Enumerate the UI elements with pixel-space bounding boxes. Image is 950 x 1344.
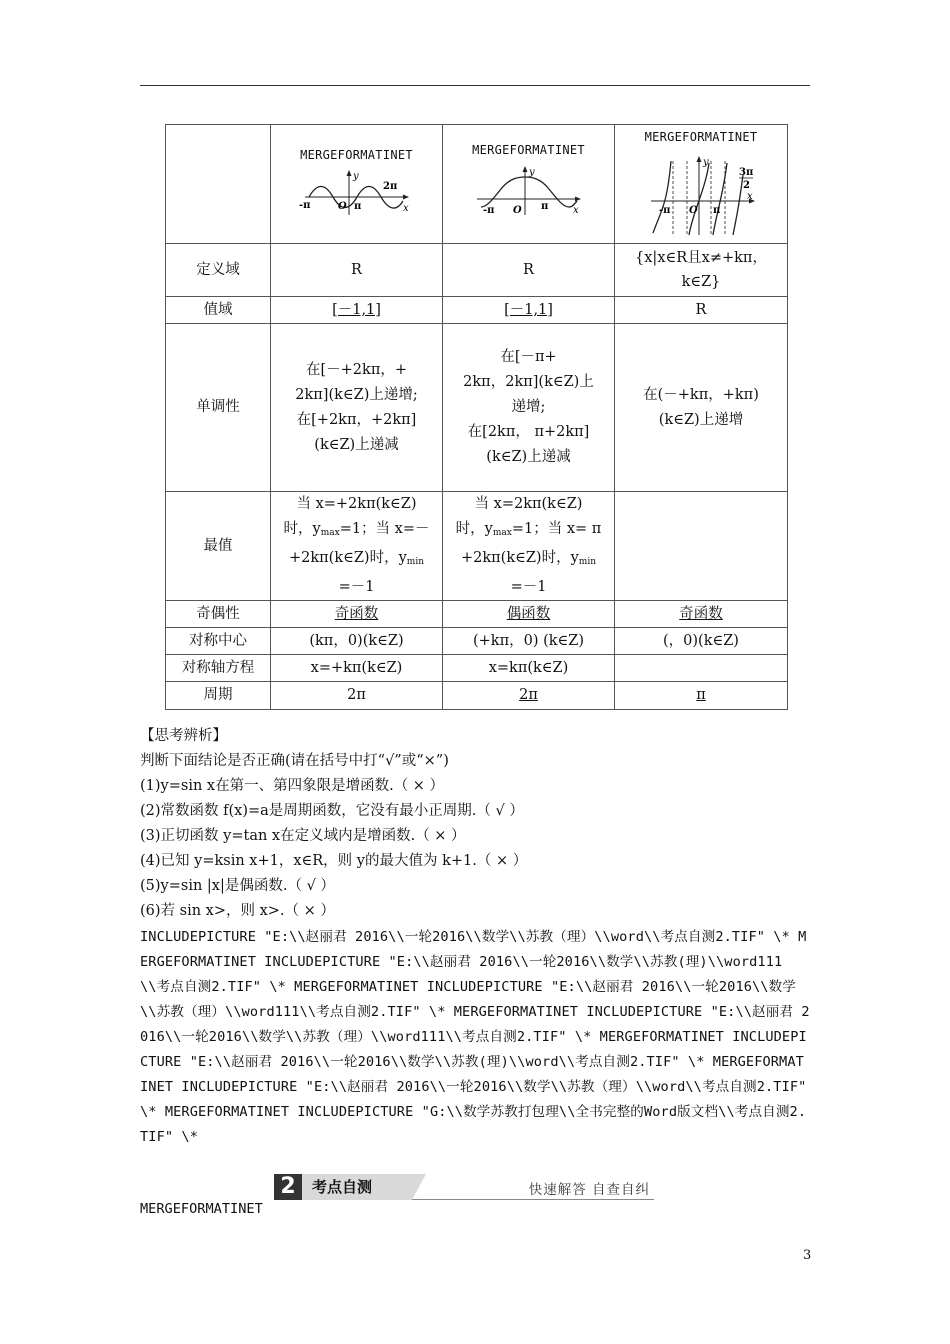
tan-period bbox=[615, 682, 788, 710]
section-intro: 判断下面结论是否正确(请在括号中打“√”或“×”) bbox=[140, 753, 449, 769]
row-monotonicity bbox=[166, 324, 788, 492]
cos-pi: π bbox=[541, 201, 549, 212]
row-parity bbox=[166, 601, 788, 628]
row-period bbox=[166, 682, 788, 710]
cos-graph-field-code: MERGEFORMATINET bbox=[472, 143, 585, 157]
line: =－1 bbox=[338, 579, 375, 595]
row-range bbox=[166, 297, 788, 324]
cos-symmetry-center: (+kπ，0) (k∈Z) bbox=[443, 628, 615, 655]
sin-symmetry-center: (kπ，0)(k∈Z) bbox=[271, 628, 443, 655]
section-heading: 【思考辨析】 bbox=[140, 728, 227, 744]
row-label: 奇偶性 bbox=[166, 601, 271, 628]
cos-extrema bbox=[443, 492, 615, 601]
tan-origin: O bbox=[689, 205, 698, 216]
line bbox=[449, 517, 608, 546]
text: =1；当 x= π bbox=[511, 521, 602, 537]
sin-neg-pi: -π bbox=[299, 200, 311, 211]
tan-monotonicity bbox=[615, 324, 788, 492]
header-rule bbox=[140, 85, 810, 86]
line: 2kπ](k∈Z)上递增; bbox=[295, 386, 418, 403]
tan-neg-pi: -π bbox=[659, 205, 671, 216]
mergeformat-field-code: MERGEFORMATINET bbox=[140, 1201, 263, 1217]
cos-graph bbox=[473, 165, 585, 217]
tan-parity bbox=[615, 601, 788, 628]
cos-monotonicity bbox=[443, 324, 615, 492]
page-number: 3 bbox=[803, 1248, 812, 1263]
sin-range bbox=[271, 297, 443, 324]
tan-y-label: y bbox=[703, 157, 709, 168]
cos-parity bbox=[443, 601, 615, 628]
subscript: min bbox=[578, 557, 596, 567]
cos-neg-pi: -π bbox=[483, 205, 495, 216]
sin-graph-field-code: MERGEFORMATINET bbox=[300, 148, 413, 162]
sin-range-value: [－1,1] bbox=[332, 301, 381, 318]
sin-2pi: 2π bbox=[383, 181, 398, 192]
text: =1；当 x=－ bbox=[339, 521, 430, 537]
section-title: 考点自测 bbox=[302, 1174, 412, 1200]
row-label: 周期 bbox=[166, 682, 271, 710]
row-label: 定义域 bbox=[166, 244, 271, 297]
sin-extrema bbox=[271, 492, 443, 601]
tan-pi: π bbox=[713, 205, 721, 216]
cos-x-label: x bbox=[573, 205, 579, 216]
line: (k∈Z)上递减 bbox=[486, 449, 571, 465]
row-label: 对称轴方程 bbox=[166, 655, 271, 682]
sin-x-label: x bbox=[403, 203, 409, 214]
line: 当 x=+2kπ(k∈Z) bbox=[296, 496, 417, 512]
cos-y-label: y bbox=[529, 167, 535, 178]
row-symmetry-center bbox=[166, 628, 788, 655]
tan-domain: {x|x∈R且x≠+kπ，k∈Z} bbox=[615, 244, 788, 297]
judgement-item: (3)正切函数 y=tan x在定义域内是增函数.（ × ） bbox=[140, 828, 466, 844]
row-symmetry-axis bbox=[166, 655, 788, 682]
subscript: max bbox=[320, 528, 340, 538]
line: 2kπ，2kπ](k∈Z)上 bbox=[463, 374, 594, 390]
line: 当 x=2kπ(k∈Z) bbox=[474, 496, 583, 512]
banner-rule bbox=[412, 1199, 654, 1200]
judgement-item: (4)已知 y=ksin x+1，x∈R，则 y的最大值为 k+1.（ × ） bbox=[140, 853, 528, 869]
row-domain bbox=[166, 244, 788, 297]
sin-y-label: y bbox=[353, 171, 359, 182]
tan-3pi-label: 3π bbox=[739, 167, 754, 178]
cos-period-value: 2π bbox=[519, 687, 538, 703]
text: +2kπ(k∈Z)时，y bbox=[288, 550, 407, 566]
line: 在[+2kπ，+2kπ] bbox=[296, 411, 417, 428]
line: 在[－π+ bbox=[500, 349, 557, 365]
sin-parity-value: 奇函数 bbox=[334, 605, 379, 622]
tan-period-value: π bbox=[696, 687, 706, 703]
tan-2-label: 2 bbox=[743, 180, 750, 191]
sin-domain: R bbox=[271, 244, 443, 297]
section-number: 2 bbox=[274, 1174, 302, 1200]
section-banner bbox=[274, 1174, 654, 1200]
cos-origin: O bbox=[513, 205, 522, 216]
cos-range bbox=[443, 297, 615, 324]
includepicture-field-codes: INCLUDEPICTURE "E:\\赵丽君 2016\\一轮2016\\数学\\苏教（理）\\word\\考点自测2.TIF" \* MERGEFORMATINET INCLUDEPICTURE "E:\\赵丽君 2016\\一轮2016\\数学\\苏教(理)\\word111\\考点自测2.TIF" \* MERGEFORMATINET INCLUDEPICTURE "E:\\赵丽君 2016\\一轮2016\\数学\\苏教（理）\\word111\\考点自测2.TIF" \* MERGEFORMATINET INCLUDEPICTURE "E:\\赵丽君 2016\\一轮2016\\数学\\苏教（理）\\word111\\考点自测2.TIF" \* MERGEFORMATINET INCLUDEPICTURE "E:\\赵丽君 2016\\一轮2016\\数学\\苏教(理)\\word\\考点自测2.TIF" \* MERGEFORMATINET INCLUDEPICTURE "E:\\赵丽君 2016\\一轮2016\\数学\\苏教（理）\\word\\考点自测2.TIF" \* MERGEFORMATINET INCLUDEPICTURE "G:\\数学苏教打包理\\全书完整的Word版文档\\考点自测2.TIF" \* bbox=[140, 929, 810, 1145]
line: 递增; bbox=[511, 399, 546, 415]
tan-x-label: x bbox=[747, 191, 753, 202]
row-label: 对称中心 bbox=[166, 628, 271, 655]
sin-graph bbox=[301, 169, 413, 217]
line: (k∈Z)上递增 bbox=[658, 411, 744, 428]
text: 时，y bbox=[283, 521, 321, 537]
tan-graph-field-code: MERGEFORMATINET bbox=[644, 130, 758, 144]
cos-symmetry-axis: x=kπ(k∈Z) bbox=[443, 655, 615, 682]
line: =－1 bbox=[510, 579, 547, 595]
tan-graph-cell bbox=[615, 125, 788, 244]
sin-period: 2π bbox=[271, 682, 443, 710]
text: +2kπ(k∈Z)时，y bbox=[460, 550, 579, 566]
subscript: max bbox=[492, 528, 512, 538]
sin-parity bbox=[271, 601, 443, 628]
sin-symmetry-axis: x=+kπ(k∈Z) bbox=[271, 655, 443, 682]
cos-period bbox=[443, 682, 615, 710]
row-label: 值域 bbox=[166, 297, 271, 324]
tan-range: R bbox=[615, 297, 788, 324]
judgement-item: (2)常数函数 f(x)=a是周期函数，它没有最小正周期.（ √ ） bbox=[140, 803, 524, 819]
text: 时，y bbox=[455, 521, 493, 537]
tan-graph bbox=[647, 155, 759, 239]
judgement-item: (6)若 sin x>，则 x>.（ × ） bbox=[140, 903, 335, 919]
graph-row bbox=[166, 125, 788, 244]
line: 在[2kπ， π+2kπ] bbox=[467, 424, 590, 440]
tan-parity-value: 奇函数 bbox=[679, 605, 723, 622]
judgement-item: (1)y=sin x在第一、第四象限是增函数.（ × ） bbox=[140, 778, 445, 794]
row-label: 最值 bbox=[166, 492, 271, 601]
line bbox=[277, 517, 436, 546]
cos-domain: R bbox=[443, 244, 615, 297]
cos-range-value: [－1,1] bbox=[504, 301, 553, 318]
line bbox=[277, 546, 436, 575]
judgement-item: (5)y=sin |x|是偶函数.（ √ ） bbox=[140, 878, 335, 894]
tan-symmetry-axis bbox=[615, 655, 788, 682]
sin-pi: π bbox=[354, 201, 362, 212]
line: 在(－+kπ，+kπ) bbox=[643, 386, 759, 403]
sin-origin: O bbox=[338, 201, 347, 212]
row-label: 单调性 bbox=[166, 324, 271, 492]
line: 在[－+2kπ，+ bbox=[306, 361, 407, 378]
tan-symmetry-center: (，0)(k∈Z) bbox=[615, 628, 788, 655]
sin-graph-cell bbox=[271, 125, 443, 244]
cos-graph-cell bbox=[443, 125, 615, 244]
thinking-section bbox=[140, 724, 812, 924]
trig-function-table bbox=[165, 124, 788, 710]
cos-parity-value: 偶函数 bbox=[506, 605, 551, 622]
sin-monotonicity bbox=[271, 324, 443, 492]
line: (k∈Z)上递减 bbox=[314, 436, 399, 453]
tan-extrema bbox=[615, 492, 788, 601]
graph-row-label bbox=[166, 125, 271, 244]
row-extrema bbox=[166, 492, 788, 601]
line bbox=[449, 546, 608, 575]
section-subtitle: 快速解答 自查自纠 bbox=[528, 1182, 650, 1198]
subscript: min bbox=[406, 557, 424, 567]
